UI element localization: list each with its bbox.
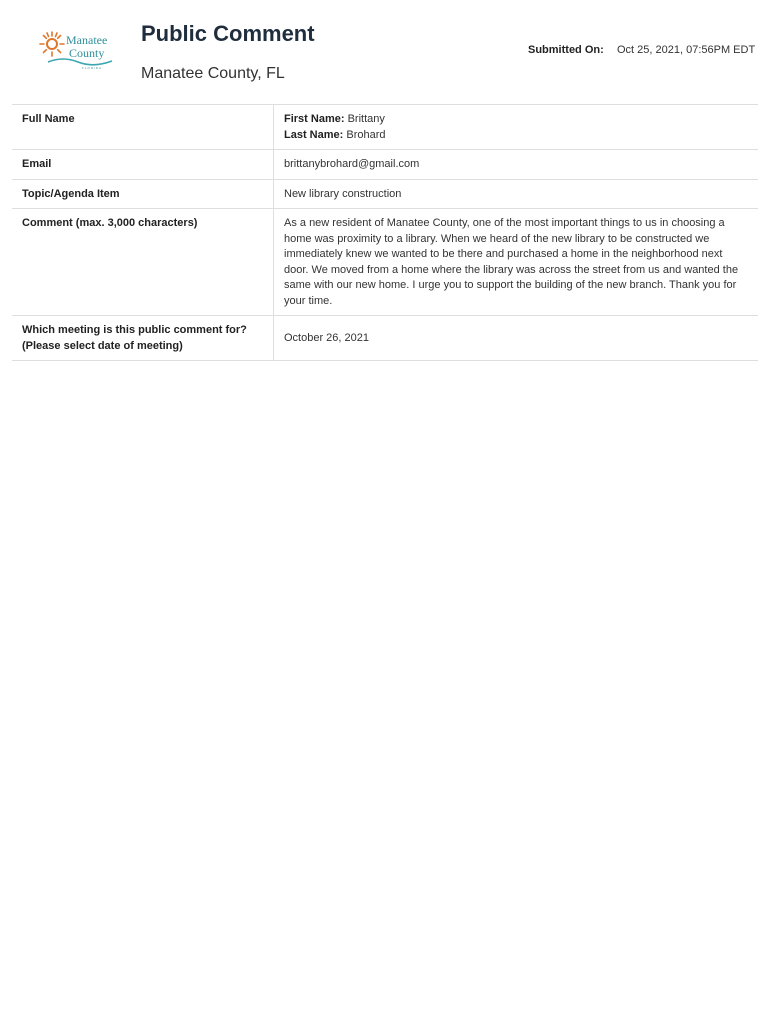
table-row (12, 105, 758, 150)
logo-line-2: County (69, 46, 105, 60)
last-name-value: Brohard (346, 128, 386, 141)
meeting-value: October 26, 2021 (274, 316, 759, 361)
sun-icon (40, 32, 64, 56)
manatee-county-logo (38, 26, 114, 72)
meeting-label-line-2: (Please select date of meeting) (22, 339, 183, 352)
first-name-value: Brittany (347, 113, 385, 125)
document-header (0, 0, 770, 104)
table-row (12, 316, 758, 361)
comment-form-table (12, 104, 758, 361)
last-name-label: Last Name: (284, 128, 344, 141)
email-value: brittanybrohard@gmail.com (274, 150, 759, 180)
full-name-value (274, 105, 759, 150)
table-row (12, 150, 758, 180)
page-subtitle: Manatee County, FL (141, 65, 285, 82)
submitted-label: Submitted On: (528, 44, 604, 56)
page-title: Public Comment (141, 21, 315, 46)
meeting-label (12, 316, 274, 361)
first-name-line (284, 112, 749, 128)
topic-value: New library construction (274, 179, 759, 209)
table-row (12, 179, 758, 209)
table-row (12, 209, 758, 316)
first-name-label: First Name: (284, 113, 345, 125)
comment-value: As a new resident of Manatee County, one of the most important things to us in choosing a home was proximity to a library. When we heard of the new library to be constructed we immediately knew we wanted to be there and purchased a home in the neighborhood next door. We moved from a home where the library was across the street from us and wanted the same with our new home. I urge you to support the building of the new branch. Thank you for your time. (274, 209, 759, 316)
logo-line-3: FLORIDA (82, 66, 103, 70)
last-name-line (284, 128, 749, 144)
logo-line-1: Manatee (66, 33, 108, 47)
email-label: Email (12, 150, 274, 180)
topic-label: Topic/Agenda Item (12, 179, 274, 209)
submitted-value: Oct 25, 2021, 07:56PM EDT (617, 44, 756, 56)
comment-label: Comment (max. 3,000 characters) (12, 209, 274, 316)
full-name-label: Full Name (12, 105, 274, 150)
meeting-label-line-1: Which meeting is this public comment for? (22, 324, 247, 336)
